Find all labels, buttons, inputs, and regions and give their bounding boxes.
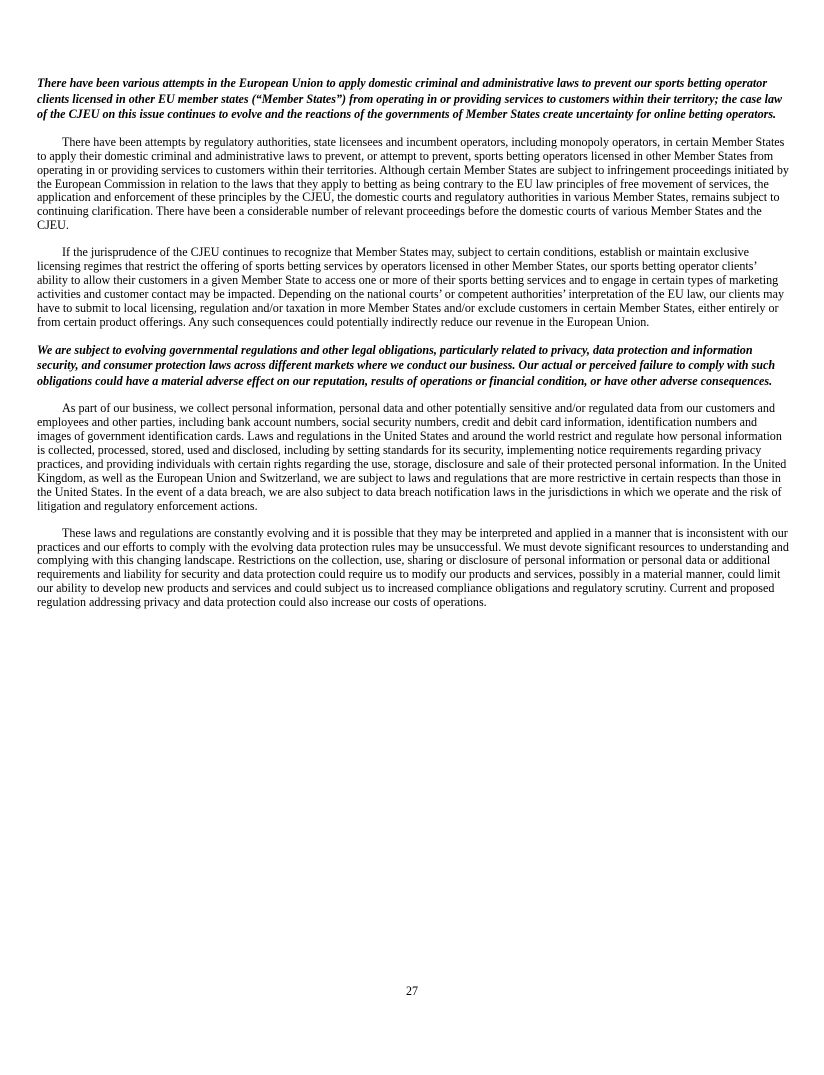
section-heading: We are subject to evolving governmental regulations and other legal obligations, particularly related to privacy, data protection and information security, and consumer protection laws across different markets where we conduct our business. Our actual or perceived failure to comply with such obligations could have a material adverse effect on our reputation, results of operations or financial condition, or have other adverse consequences.: [37, 342, 776, 388]
section-eu-betting-laws: [37, 76, 789, 330]
body-paragraph: As part of our business, we collect personal information, personal data and other potentially sensitive and/or regulated data from our customers and employees and other parties, including bank account numbers, social security numbers, credit and debit card information, identification numbers and images of government identification cards. Laws and regulations in the United States and around the world restrict and regulate how personal information is collected, processed, stored, used and disclosed, including by setting standards for its security, implementing notice requirements regarding privacy practices, and providing individuals with certain rights regarding the use, storage, disclosure and sale of their protected personal information. In the United Kingdom, as well as the European Union and Switzerland, we are subject to laws and regulations that are more restrictive in certain respects than those in the United States. In the event of a data breach, we are also subject to data breach notification laws in the jurisdictions in which we operate and the risk of litigation and regulatory enforcement actions.: [37, 401, 787, 513]
body-paragraph: These laws and regulations are constantly evolving and it is possible that they may be interpreted and applied in a manner that is inconsistent with our practices and our efforts to comply with the evolving data protection rules may be unsuccessful. We must devote significant resources to understanding and complying with this changing landscape. Restrictions on the collection, use, sharing or disclosure of personal information or personal data or additional requirements and liability for security and data protection could require us to modify our products and services, possibly in a material manner, could limit our ability to develop new products and services and could subject us to increased compliance obligations and regulatory scrutiny. Current and proposed regulation addressing privacy and data protection could also increase our costs of operations.: [37, 525, 789, 610]
document-page: [37, 76, 789, 623]
body-paragraph: There have been attempts by regulatory authorities, state licensees and incumbent operators, including monopoly operators, in certain Member States to apply their domestic criminal and administrative laws to prevent, or attempt to prevent, sports betting operators licensed in other Member States from operating in or providing services to customers within their territories. Although certain Member States are subject to infringement proceedings initiated by the European Commission in relation to the laws that they apply to betting as being contrary to the EU law principles of free movement of services, the application and enforcement of these principles by the CJEU, the domestic courts and regulatory authorities in various Member States, remains subject to continuing clarification. There have been a considerable number of relevant proceedings before the domestic courts of various Member States and the CJEU.: [37, 134, 789, 233]
body-paragraph: If the jurisprudence of the CJEU continues to recognize that Member States may, subject to certain conditions, establish or maintain exclusive licensing regimes that restrict the offering of sports betting services by operators licensed in other Member States, our sports betting operator clients’ ability to allow their customers in a given Member State to access one or more of their sports betting services and to engage in certain types of marketing activities and customer contact may be impacted. Depending on the national courts’ or competent authorities’ interpretation of the EU law, our clients may have to submit to local licensing, regulation and/or taxation in more Member States and/or exclude customers in certain Member States, either entirely or from certain product offerings. Any such consequences could potentially indirectly reduce our revenue in the European Union.: [37, 245, 784, 329]
page-number: 27: [405, 984, 419, 998]
section-privacy-regulations: [37, 343, 789, 610]
section-heading: There have been various attempts in the European Union to apply domestic criminal and administrative laws to prevent our sports betting operator clients licensed in other EU member states (“Member States”) from operating in or providing services to customers within their territory; the case law of the CJEU on this issue continues to evolve and the reactions of the governments of Member States create uncertainty for online betting operators.: [37, 76, 783, 122]
